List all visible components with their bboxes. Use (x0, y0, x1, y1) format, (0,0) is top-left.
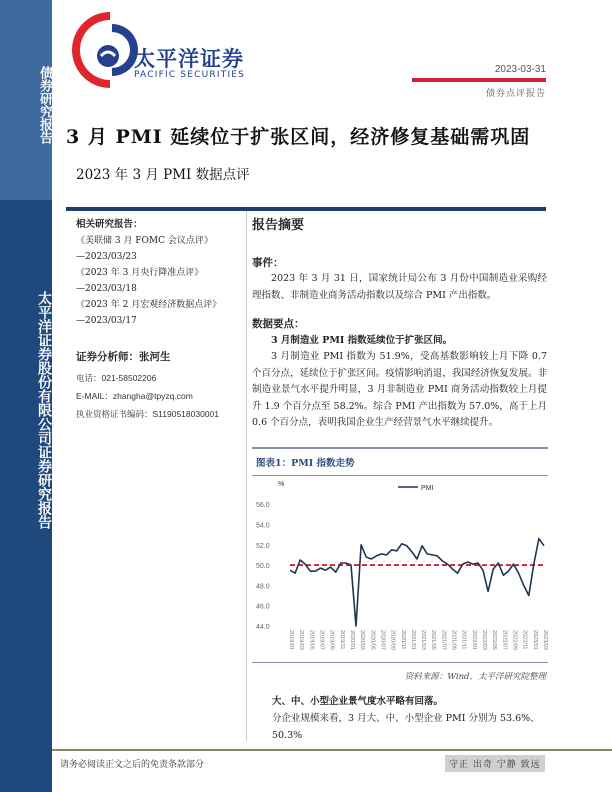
x-tick-label: 2022/09 (511, 630, 518, 650)
analyst-phone: 电话：021-58502206 (76, 373, 157, 383)
x-tick-label: 2019/01 (288, 630, 294, 650)
header-red-divider (412, 78, 546, 82)
x-tick-label: 2020/07 (379, 630, 386, 650)
x-tick-label: 2023/03 (542, 630, 548, 650)
analyst-name: 证券分析师：张河生 (76, 351, 171, 363)
x-tick-label: 2022/01 (470, 630, 477, 650)
column-divider (246, 211, 247, 741)
point1-heading: 3 月制造业 PMI 指数延续位于扩张区间。 (271, 334, 453, 346)
x-tick-label: 2022/07 (501, 630, 508, 650)
summary-title: 报告摘要 (252, 218, 305, 233)
sidebar-bottom-label: 太平洋证券股份有限公司证券研究报告 (36, 291, 52, 529)
title-divider (66, 207, 546, 211)
x-tick-label: 2019/05 (308, 630, 315, 650)
analyst-license: 执业资格证书编码：S1190518030001 (76, 409, 219, 419)
related-report-date: —2023/03/18 (76, 284, 137, 294)
chart-source: 资料来源：Wind，太平洋研究院整理 (404, 672, 546, 682)
x-tick-label: 2021/03 (420, 630, 427, 650)
x-tick-label: 2022/11 (521, 630, 528, 650)
x-tick-label: 2021/09 (450, 630, 457, 650)
point1-text: 3 月制造业 PMI 指数为 51.9%，受高基数影响较上月下降 0.7 个百分点，延续位于扩张区间。疫情影响消退，我国经济恢复发展。非制造业景气水平提升明显，3 月非制造业 PMI 商务活动指数较上月提升 1.9 个百分点至 58.2%。综合 PMI 产出指数为 57.0%，高于上月 0.6 个百分点，表明我国企业生产经营景气水平继续提升。 (252, 351, 547, 428)
pmi-line-chart (252, 476, 548, 661)
sidebar-bottom-band (0, 200, 52, 792)
key-points-label: 数据要点： (252, 318, 305, 330)
x-tick-label: 2021/01 (409, 630, 416, 650)
x-tick-label: 2020/01 (348, 630, 355, 650)
sidebar-top-band (0, 0, 52, 200)
analyst-email[interactable]: E-MAIL：zhangha@tpyzq.com (76, 391, 193, 401)
y-tick-label: 48.0 (256, 583, 270, 591)
x-tick-label: 2021/05 (430, 630, 437, 650)
y-tick-label: 54.0 (256, 522, 270, 530)
related-reports-header: 相关研究报告： (76, 219, 143, 230)
x-tick-label: 2021/07 (440, 630, 447, 650)
event-label: 事件： (252, 256, 284, 269)
left-column (76, 217, 241, 423)
chart-header (252, 447, 548, 476)
y-tick-label: 50.0 (256, 563, 270, 571)
pmi-series-line (290, 539, 544, 626)
x-tick-label: 2019/07 (318, 630, 325, 650)
page-subtitle: 2023 年 3 月 PMI 数据点评 (76, 167, 250, 183)
related-report-title[interactable]: 《美联储 3 月 FOMC 会议点评》 (76, 236, 213, 246)
report-type: 债券点评报告 (485, 89, 546, 99)
footer-divider (52, 749, 612, 751)
page-title: 3 月 PMI 延续位于扩张区间，经济修复基础需巩固 (66, 126, 531, 148)
related-report-date: —2023/03/17 (76, 316, 137, 326)
x-tick-label: 2020/09 (389, 630, 396, 650)
report-date: 2023-03-31 (494, 64, 546, 75)
related-report-item[interactable] (76, 265, 241, 297)
related-report-date: —2023/03/23 (76, 252, 137, 262)
logo-english-name: PACIFIC SECURITIES (134, 70, 246, 80)
x-tick-label: 2020/05 (369, 630, 376, 650)
x-tick-label: 2023/01 (531, 630, 538, 650)
x-tick-label: 2019/11 (338, 630, 345, 650)
legend-label: PMI (421, 485, 434, 492)
y-axis-unit: % (278, 481, 285, 488)
related-report-item[interactable] (76, 233, 241, 265)
y-tick-label: 56.0 (256, 502, 270, 510)
x-tick-label: 2019/09 (328, 630, 335, 650)
footer-disclaimer[interactable]: 请务必阅读正文之后的免责条款部分 (60, 760, 205, 770)
y-tick-label: 52.0 (256, 542, 270, 550)
chart-bottom-rule (252, 662, 548, 663)
section-enterprise-size (272, 693, 547, 744)
footer-motto: 守正 出奇 宁静 致远 (445, 755, 545, 772)
y-tick-label: 44.0 (256, 624, 270, 631)
x-tick-label: 2021/11 (460, 630, 467, 650)
x-tick-label: 2020/11 (399, 630, 406, 650)
enterprise-size-heading: 大、中、小型企业景气度水平略有回落。 (272, 696, 444, 707)
logo-chinese-name: 太平洋证券 (134, 47, 244, 71)
related-report-item[interactable] (76, 297, 241, 329)
sidebar-top-label: 债券研究报告 (37, 66, 52, 144)
chart-series (290, 539, 544, 626)
x-tick-label: 2022/05 (491, 630, 498, 650)
y-tick-label: 46.0 (256, 603, 270, 611)
enterprise-size-text: 分企业规模来看，3 月大、中、小型企业 PMI 分别为 53.6%、50.3% (272, 713, 540, 741)
x-tick-label: 2020/03 (359, 630, 366, 650)
event-text: 2023 年 3 月 31 日，国家统计局公布 3 月份中国制造业采购经理指数、非制造业商务活动指数以及综合 PMI 产出指数。 (252, 273, 547, 301)
report-summary (252, 218, 547, 432)
chart-title: 图表1：PMI 指数走势 (256, 458, 355, 469)
related-report-title[interactable]: 《2023 年 3 月央行降准点评》 (76, 268, 204, 278)
x-tick-label: 2022/03 (481, 630, 488, 650)
related-report-title[interactable]: 《2023 年 2 月宏观经济数据点评》 (76, 300, 222, 310)
x-tick-label: 2019/03 (298, 630, 305, 650)
